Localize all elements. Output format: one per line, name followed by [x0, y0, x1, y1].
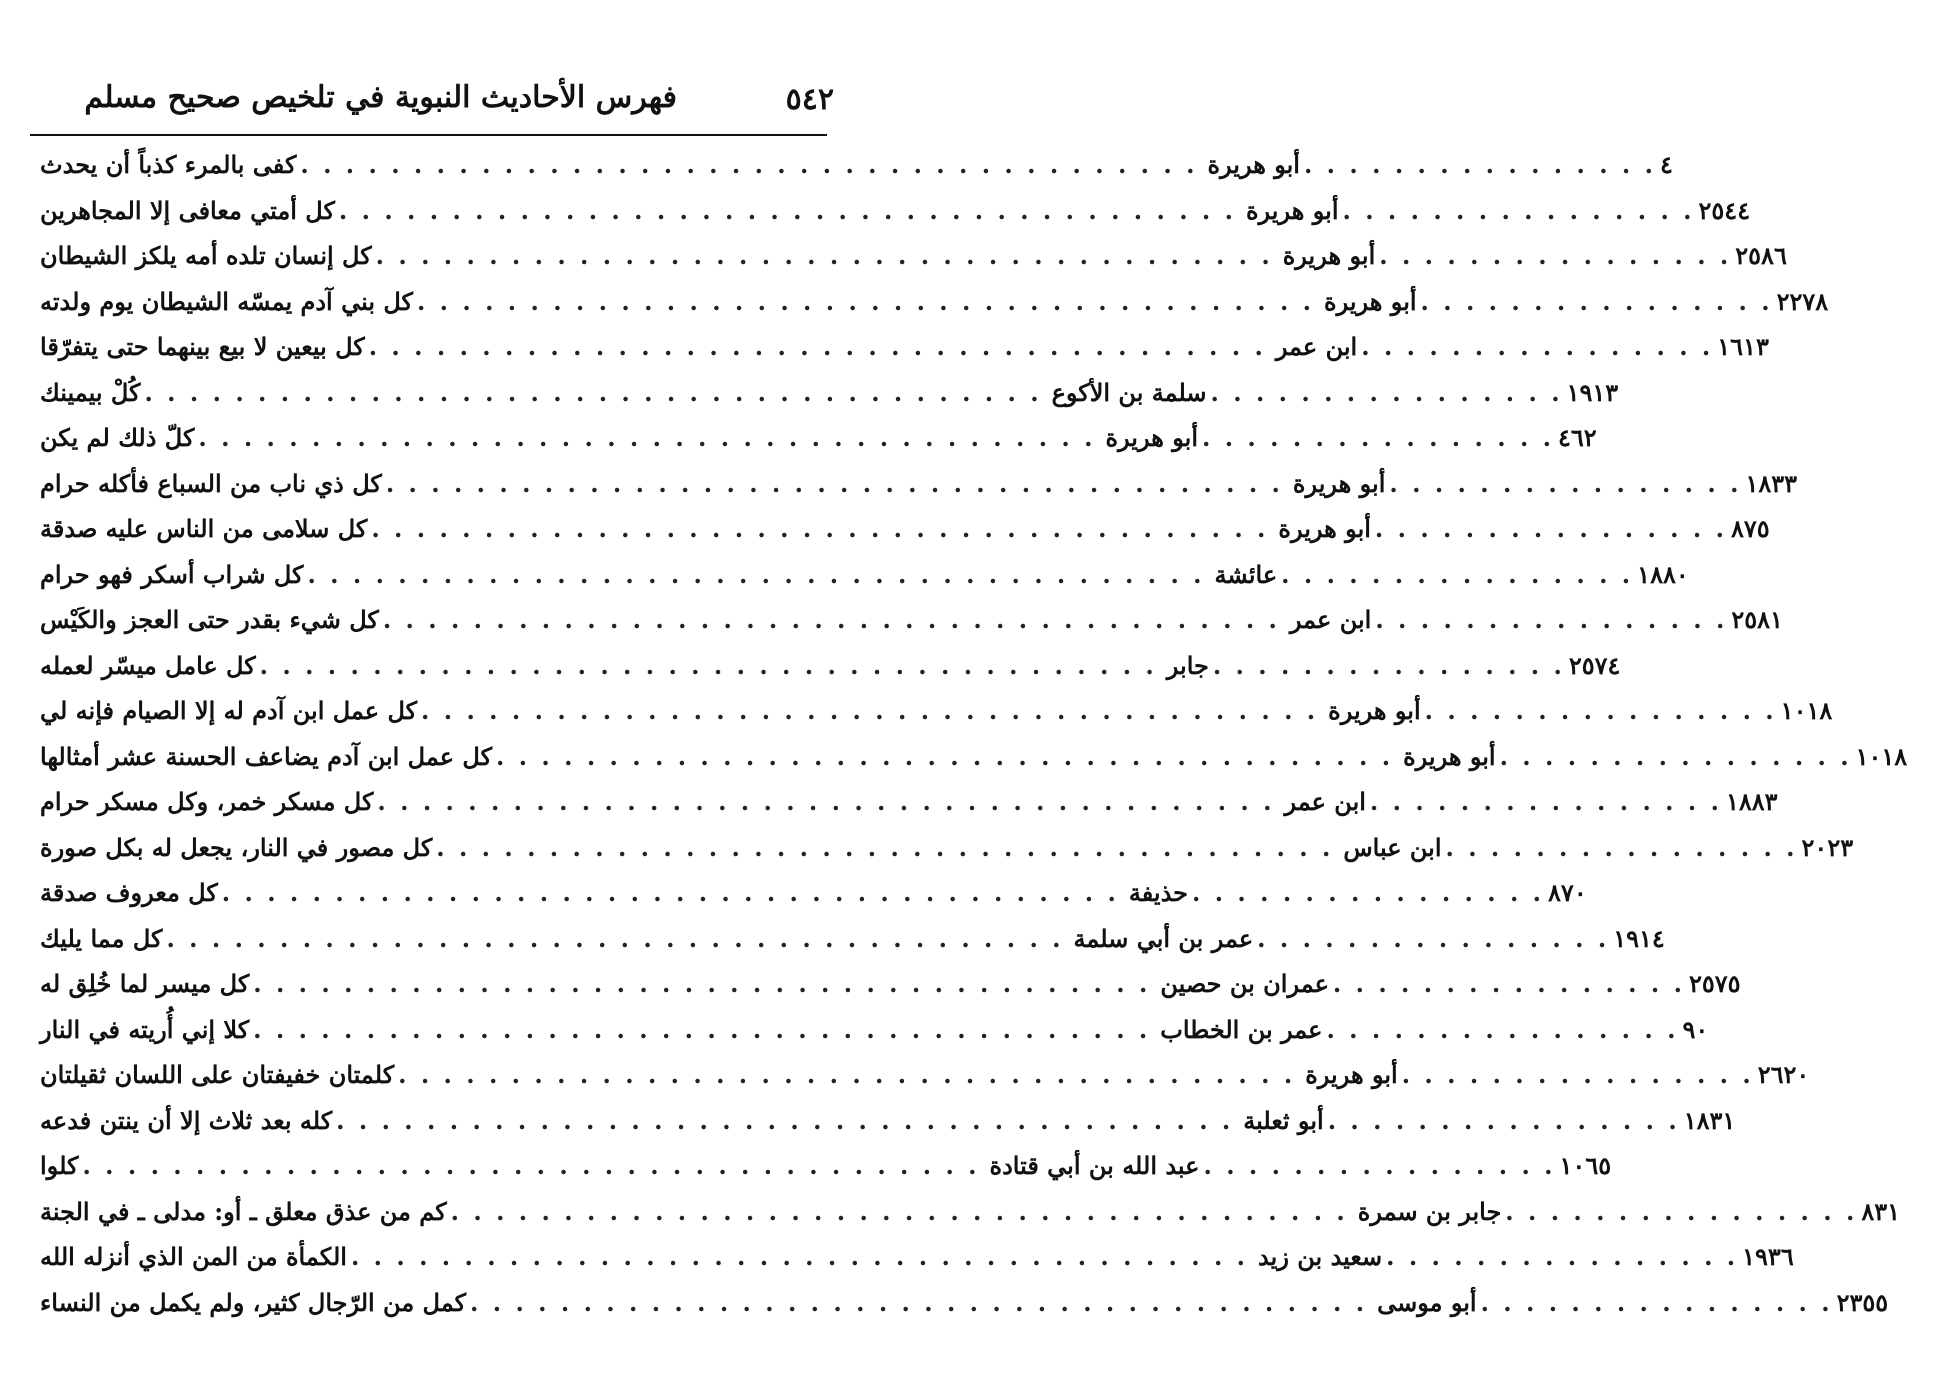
hadith-text: كل مصور في النار، يجعل له بكل صورة [40, 832, 433, 862]
hadith-number: ١٨٨٠ [1637, 559, 1689, 589]
leader-dots: . . . . . . . . . . . . . . . . [1210, 377, 1563, 407]
leader-dots: . . . . . . . . . . . . . . . . . . . . . . . . . . . . . . . . . . . . . . . . [144, 377, 1042, 407]
narrator-name: أبو هريرة [1105, 423, 1198, 453]
leader-dots: . . . . . . . . . . . . . . . . . . . . . . . . . . . . . . . . . . . . . . . . [377, 787, 1275, 817]
hadith-text: الكمأة من المن الذي أنزله الله [40, 1242, 347, 1272]
hadith-number: ٢٢٧٨ [1776, 286, 1829, 316]
hadith-number: ١٩١٣ [1566, 377, 1619, 407]
hadith-text: كلّ ذلك لم يكن [40, 423, 195, 453]
leader-dots: . . . . . . . . . . . . . . . . . . . . . . . . . . . . . . . . . . . . . . . . [300, 150, 1198, 180]
leader-dots: . . . . . . . . . . . . . . . . [1361, 332, 1714, 362]
hadith-number: ٤ [1660, 150, 1673, 180]
index-entry [40, 1052, 1810, 1098]
narrator-name: أبو هريرة [1207, 150, 1300, 180]
index-entry [40, 597, 1783, 643]
narrator-name: عمر بن الخطاب [1160, 1014, 1323, 1044]
hadith-text: كلمتان خفيفتان على اللسان ثقيلتان [40, 1060, 395, 1090]
hadith-number: ١٦١٣ [1717, 332, 1769, 362]
index-entry [40, 1143, 1612, 1189]
hadith-text: كل ذي ناب من السباع فأكله حرام [40, 468, 382, 498]
hadith-text: كل أمتي معافى إلا المجاهرين [40, 195, 335, 225]
index-entry [40, 688, 1833, 734]
hadith-text: كل ميسر لما خُلِق له [40, 969, 250, 999]
hadith-text: كل معروف صدقة [40, 878, 218, 908]
leader-dots: . . . . . . . . . . . . . . . . [1369, 787, 1722, 817]
hadith-text: كل شيء بقدر حتى العجز والكَيْس [40, 605, 379, 635]
leader-dots: . . . . . . . . . . . . . . . . [1480, 1287, 1833, 1317]
narrator-name: ابن عمر [1289, 605, 1372, 635]
index-entry [40, 870, 1587, 916]
leader-dots: . . . . . . . . . . . . . . . . [1389, 468, 1742, 498]
hadith-number: ٤٦٢ [1558, 423, 1597, 453]
narrator-name: عبد الله بن أبي قتادة [989, 1151, 1200, 1181]
index-entry [40, 233, 1787, 279]
leader-dots: . . . . . . . . . . . . . . . . . . . . . . . . . . . . . . . . . . . . . . . . [416, 286, 1315, 316]
leader-dots: . . . . . . . . . . . . . . . . . . . . . . . . . . . . . . . . . . . . . . . . [253, 969, 1151, 999]
hadith-text: كله بعد ثلاث إلا أن ينتن فدعه [40, 1105, 333, 1135]
hadith-number: ٩٠ [1682, 1014, 1709, 1044]
index-entry [40, 643, 1621, 689]
hadith-text: كفى بالمرء كذباً أن يحدث [40, 150, 297, 180]
leader-dots: . . . . . . . . . . . . . . . . [1327, 1105, 1680, 1135]
hadith-text: كل إنسان تلده أمه يلكز الشيطان [40, 241, 372, 271]
narrator-name: ابن عباس [1343, 832, 1442, 862]
hadith-text: كل سلامى من الناس عليه صدقة [40, 514, 368, 544]
index-entry [40, 188, 1751, 234]
leader-dots: . . . . . . . . . . . . . . . . . . . . . . . . . . . . . . . . . . . . . . . . [450, 1196, 1348, 1226]
leader-dots: . . . . . . . . . . . . . . . . . . . . . . . . . . . . . . . . . . . . . . . . [436, 832, 1334, 862]
leader-dots: . . . . . . . . . . . . . . . . [1203, 1151, 1556, 1181]
hadith-number: ١٠١٨ [1780, 696, 1833, 726]
hadith-number: ١٨٣١ [1683, 1105, 1736, 1135]
narrator-name: أبو هريرة [1324, 286, 1417, 316]
leader-dots: . . . . . . . . . . . . . . . . [1303, 150, 1656, 180]
hadith-text: كل عامل ميسّر لعمله [40, 650, 256, 680]
narrator-name: حذيفة [1128, 878, 1188, 908]
hadith-text: كل عمل ابن آدم له إلا الصيام فإنه لي [40, 696, 418, 726]
hadith-text: كل بيعين لا بيع بينهما حتى يتفرّقا [40, 332, 365, 362]
index-entry [40, 734, 1908, 780]
hadith-number: ٢٠٢٣ [1801, 832, 1854, 862]
narrator-name: أبو ثعلبة [1243, 1105, 1324, 1135]
hadith-text: كل بني آدم يمسّه الشيطان يوم ولدته [40, 286, 413, 316]
hadith-text: كلا إني أُريته في النار [40, 1014, 250, 1044]
hadith-number: ١٨٣٣ [1745, 468, 1797, 498]
hadith-number: ١٠٦٥ [1559, 1151, 1612, 1181]
index-entry [40, 1234, 1794, 1280]
leader-dots: . . . . . . . . . . . . . . . . . . . . . . . . . . . . . . . . . . . . . . . . [470, 1287, 1368, 1317]
leader-dots: . . . . . . . . . . . . . . . . [1499, 741, 1852, 771]
index-entry [40, 506, 1770, 552]
hadith-text: كل عمل ابن آدم يضاعف الحسنة عشر أمثالها [40, 741, 492, 771]
index-entry [40, 279, 1829, 325]
narrator-name: أبو هريرة [1305, 1060, 1398, 1090]
leader-dots: . . . . . . . . . . . . . . . . . . . . . . . . . . . . . . . . . . . . . . . . [259, 650, 1157, 680]
hadith-text: كمل من الرّجال كثير، ولم يكمل من النساء [40, 1287, 467, 1317]
narrator-name: عمران بن حصين [1160, 969, 1329, 999]
leader-dots: . . . . . . . . . . . . . . . . [1420, 286, 1773, 316]
index-entry [40, 1189, 1900, 1235]
leader-dots: . . . . . . . . . . . . . . . . . . . . . . . . . . . . . . . . . . . . . . . . [375, 241, 1273, 271]
narrator-name: سلمة بن الأكوع [1051, 377, 1207, 407]
index-entry [40, 779, 1778, 825]
page-header [0, 0, 922, 130]
leader-dots: . . . . . . . . . . . . . . . . [1379, 241, 1732, 271]
index-entry [40, 1007, 1709, 1053]
index-entry [40, 961, 1741, 1007]
index-entry [40, 415, 1597, 461]
index-entry [40, 916, 1665, 962]
narrator-name: أبو هريرة [1403, 741, 1496, 771]
narrator-name: جابر بن سمرة [1357, 1196, 1502, 1226]
narrator-name: أبو هريرة [1278, 514, 1371, 544]
leader-dots: . . . . . . . . . . . . . . . . . . . . . . . . . . . . . . . . . . . . . . . . [385, 468, 1283, 498]
leader-dots: . . . . . . . . . . . . . . . . . . . . . . . . . . . . . . . . . . . . . . . . [421, 696, 1319, 726]
leader-dots: . . . . . . . . . . . . . . . . . . . . . . . . . . . . . . . . . . . . . . . . [496, 741, 1394, 771]
index-entry [40, 370, 1619, 416]
hadith-index-list [40, 142, 1908, 1325]
hadith-text: كل مما يليك [40, 923, 163, 953]
hadith-number: ٢٣٥٥ [1836, 1287, 1889, 1317]
page-number: ٥٤٢ [785, 82, 834, 117]
narrator-name: سعيد بن زيد [1258, 1242, 1383, 1272]
leader-dots: . . . . . . . . . . . . . . . . [1424, 696, 1777, 726]
leader-dots: . . . . . . . . . . . . . . . . . . . . . . . . . . . . . . . . . . . . . . . . [382, 605, 1280, 635]
leader-dots: . . . . . . . . . . . . . . . . [1445, 832, 1798, 862]
index-entry [40, 324, 1769, 370]
index-entry [40, 1280, 1889, 1326]
hadith-number: ١٨٨٣ [1725, 787, 1778, 817]
index-entry [40, 825, 1854, 871]
hadith-number: ٢٥٧٥ [1688, 969, 1741, 999]
leader-dots: . . . . . . . . . . . . . . . . [1332, 969, 1685, 999]
leader-dots: . . . . . . . . . . . . . . . . [1201, 423, 1555, 453]
leader-dots: . . . . . . . . . . . . . . . . . . . . . . . . . . . . . . . . . . . . . . . . [82, 1151, 980, 1181]
leader-dots: . . . . . . . . . . . . . . . . . . . . . . . . . . . . . . . . . . . . . . . . [350, 1242, 1249, 1272]
hadith-number: ٢٦٢٠ [1757, 1060, 1810, 1090]
leader-dots: . . . . . . . . . . . . . . . . [1342, 195, 1695, 225]
narrator-name: أبو هريرة [1245, 195, 1339, 225]
leader-dots: . . . . . . . . . . . . . . . . [1505, 1196, 1858, 1226]
running-title: فهرس الأحاديث النبوية في تلخيص صحيح مسلم [84, 80, 677, 115]
narrator-name: أبو موسى [1377, 1287, 1477, 1317]
leader-dots: . . . . . . . . . . . . . . . . . . . . . . . . . . . . . . . . . . . . . . . . [307, 559, 1205, 589]
leader-dots: . . . . . . . . . . . . . . . . . . . . . . . . . . . . . . . . . . . . . . . . [198, 423, 1096, 453]
narrator-name: ابن عمر [1275, 332, 1358, 362]
hadith-text: كم من عذق معلق ـ أو: مدلى ـ في الجنة [40, 1196, 447, 1226]
narrator-name: ابن عمر [1284, 787, 1366, 817]
narrator-name: جابر [1166, 650, 1209, 680]
leader-dots: . . . . . . . . . . . . . . . . . . . . . . . . . . . . . . . . . . . . . . . . [221, 878, 1119, 908]
leader-dots: . . . . . . . . . . . . . . . . [1212, 650, 1565, 680]
header-rule [30, 134, 827, 136]
hadith-number: ١٩١٤ [1613, 923, 1665, 953]
leader-dots: . . . . . . . . . . . . . . . . . . . . . . . . . . . . . . . . . . . . . . . . [371, 514, 1269, 544]
hadith-number: ٢٥٨٦ [1735, 241, 1787, 271]
narrator-name: أبو هريرة [1328, 696, 1421, 726]
narrator-name: عمر بن أبي سلمة [1073, 923, 1254, 953]
leader-dots: . . . . . . . . . . . . . . . . . . . . . . . . . . . . . . . . . . . . . . . . [368, 332, 1266, 362]
hadith-text: كلوا [40, 1151, 79, 1181]
narrator-name: أبو هريرة [1282, 241, 1376, 271]
narrator-name: عائشة [1214, 559, 1278, 589]
leader-dots: . . . . . . . . . . . . . . . . [1326, 1014, 1679, 1044]
hadith-text: كل مسكر خمر، وكل مسكر حرام [40, 787, 374, 817]
leader-dots: . . . . . . . . . . . . . . . . . . . . . . . . . . . . . . . . . . . . . . . . [398, 1060, 1296, 1090]
leader-dots: . . . . . . . . . . . . . . . . [1386, 1242, 1739, 1272]
hadith-number: ٢٥٧٤ [1568, 650, 1621, 680]
narrator-name: أبو هريرة [1292, 468, 1386, 498]
leader-dots: . . . . . . . . . . . . . . . . [1192, 878, 1545, 908]
hadith-number: ٢٥٨١ [1731, 605, 1783, 635]
hadith-text: كُلْ بيمينك [40, 377, 141, 407]
leader-dots: . . . . . . . . . . . . . . . . [1401, 1060, 1754, 1090]
hadith-number: ٨٣١ [1861, 1196, 1900, 1226]
hadith-number: ٨٧٠ [1548, 878, 1587, 908]
index-entry [40, 1098, 1736, 1144]
leader-dots: . . . . . . . . . . . . . . . . [1374, 514, 1727, 544]
index-entry [40, 142, 1673, 188]
leader-dots: . . . . . . . . . . . . . . . . [1375, 605, 1728, 635]
hadith-number: ١٠١٨ [1855, 741, 1908, 771]
leader-dots: . . . . . . . . . . . . . . . . [1281, 559, 1634, 589]
index-entry [40, 552, 1689, 598]
index-entry [40, 461, 1797, 507]
hadith-number: ٨٧٥ [1730, 514, 1770, 544]
leader-dots: . . . . . . . . . . . . . . . . . . . . . . . . . . . . . . . . . . . . . . . . [336, 1105, 1234, 1135]
leader-dots: . . . . . . . . . . . . . . . . . . . . . . . . . . . . . . . . . . . . . . . . [166, 923, 1064, 953]
hadith-number: ٢٥٤٤ [1698, 195, 1751, 225]
hadith-number: ١٩٣٦ [1742, 1242, 1794, 1272]
leader-dots: . . . . . . . . . . . . . . . . . . . . . . . . . . . . . . . . . . . . . . . . [338, 195, 1236, 225]
hadith-text: كل شراب أسكر فهو حرام [40, 559, 304, 589]
leader-dots: . . . . . . . . . . . . . . . . . . . . . . . . . . . . . . . . . . . . . . . . [253, 1014, 1151, 1044]
leader-dots: . . . . . . . . . . . . . . . . [1257, 923, 1610, 953]
